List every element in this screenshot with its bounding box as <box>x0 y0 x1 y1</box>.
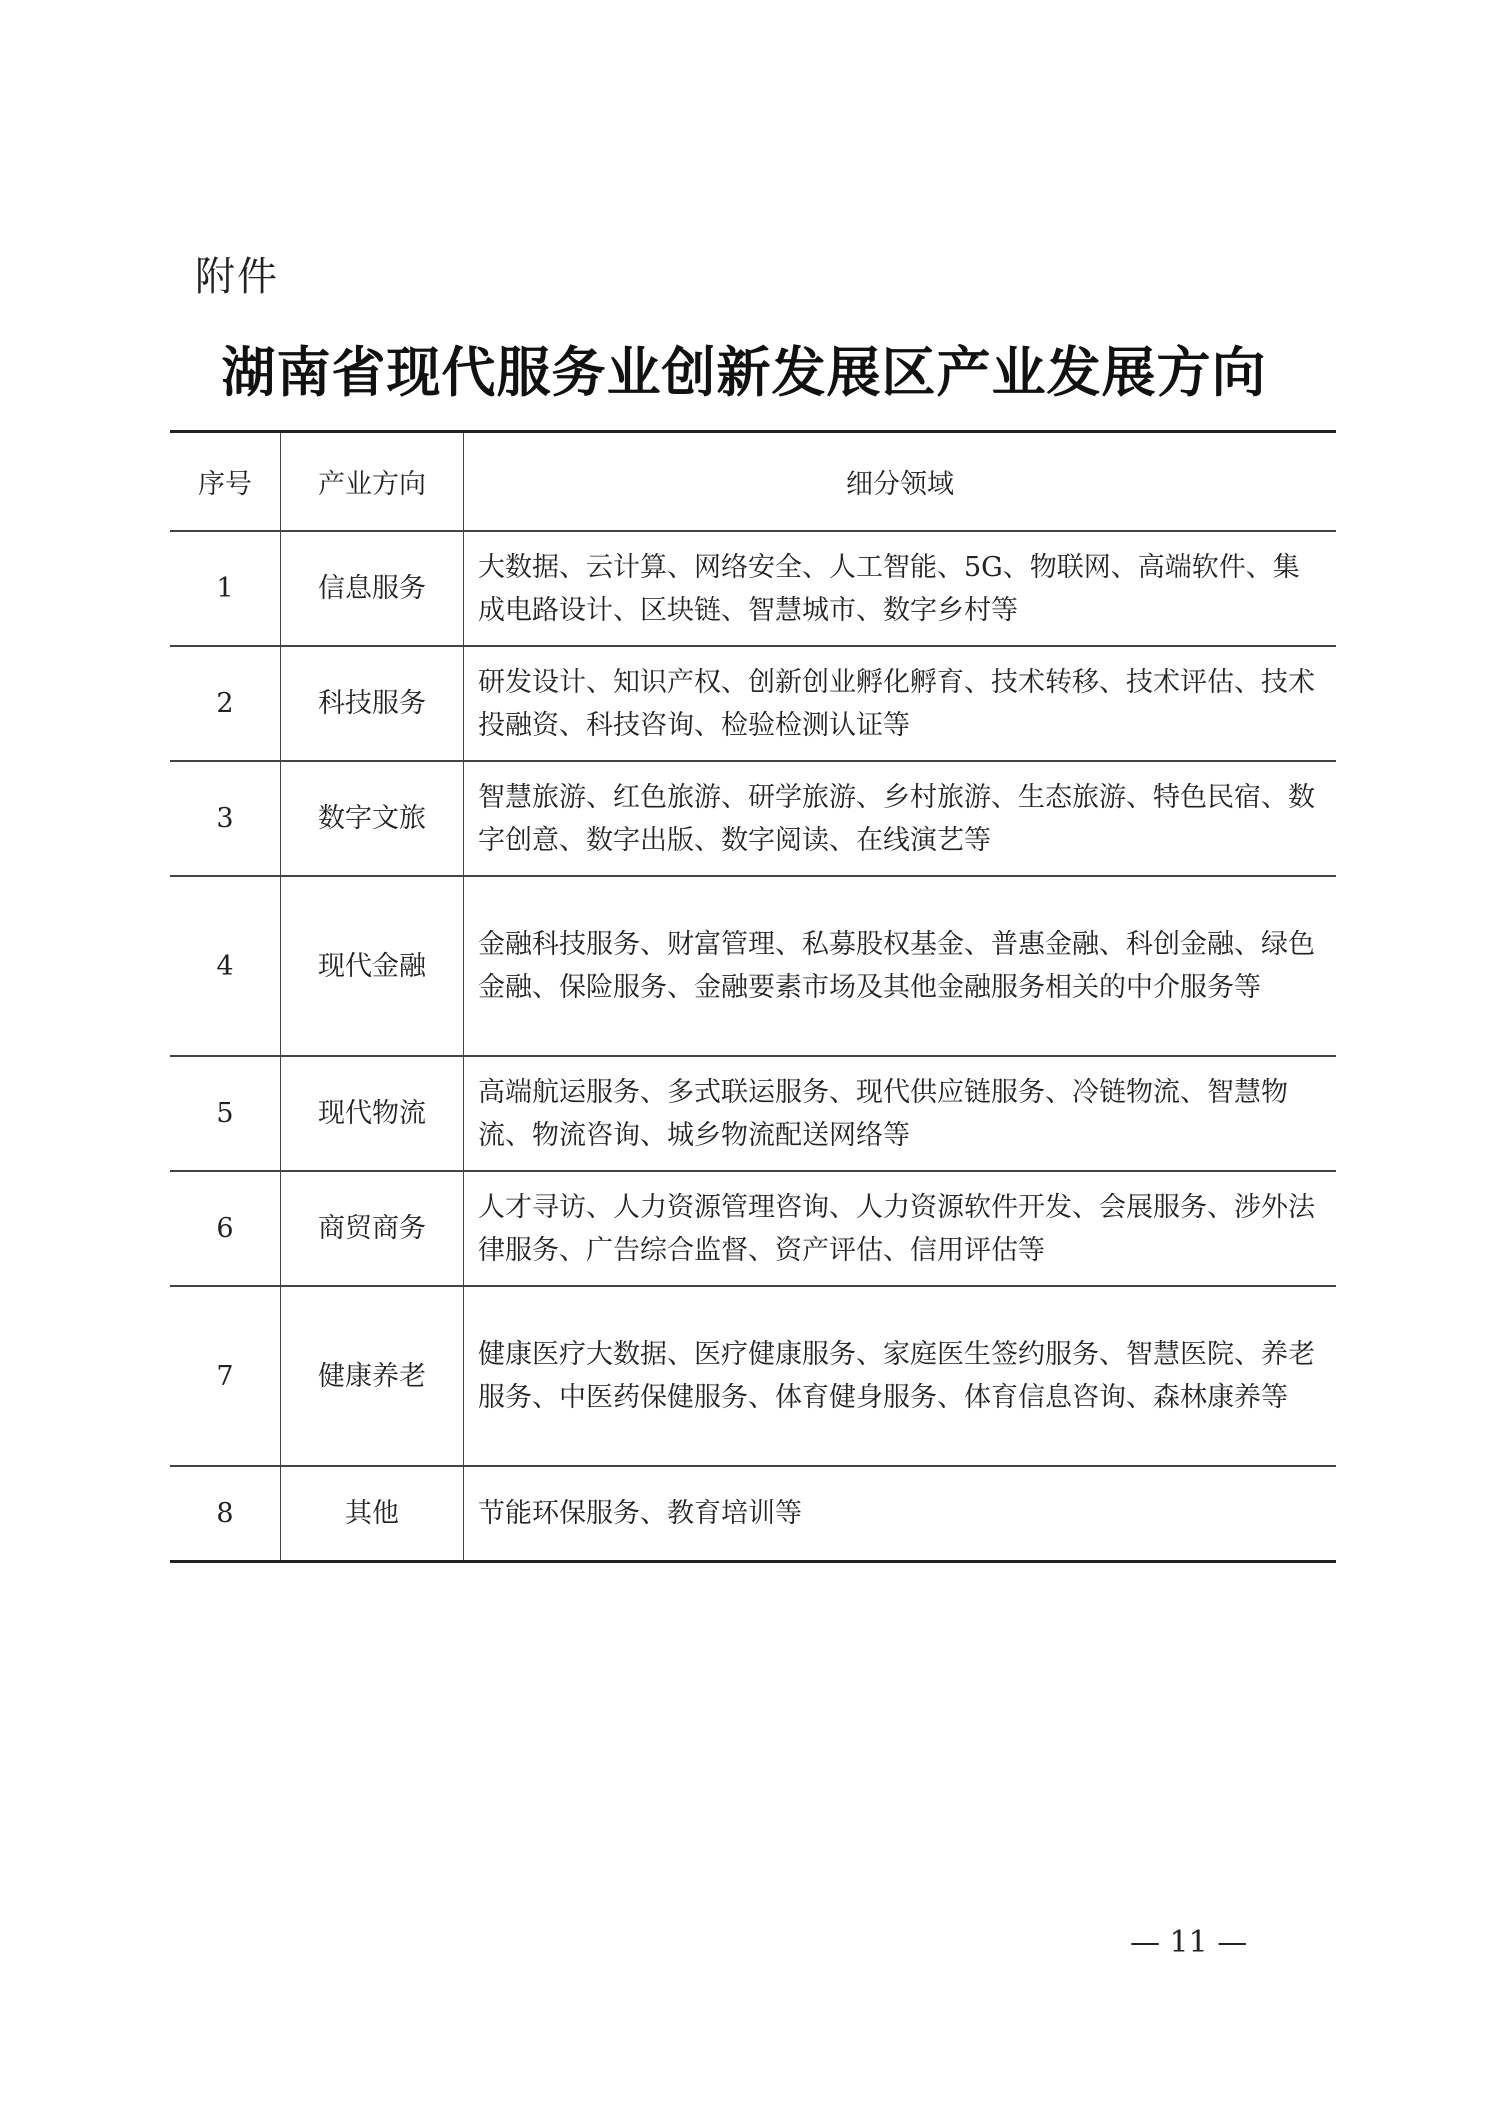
row-seq: 8 <box>170 1466 281 1561</box>
row-fields: 高端航运服务、多式联运服务、现代供应链服务、冷链物流、智慧物流、物流咨询、城乡物流配送网络等 <box>464 1056 1337 1171</box>
row-fields: 节能环保服务、教育培训等 <box>464 1466 1337 1561</box>
row-seq: 6 <box>170 1171 281 1286</box>
table-row <box>170 1056 1336 1171</box>
row-direction: 科技服务 <box>281 646 464 761</box>
table-row <box>170 1466 1336 1561</box>
industry-direction-table <box>170 430 1336 1563</box>
row-fields: 人才寻访、人力资源管理咨询、人力资源软件开发、会展服务、涉外法律服务、广告综合监督、资产评估、信用评估等 <box>464 1171 1337 1286</box>
row-direction: 现代金融 <box>281 876 464 1056</box>
row-fields: 大数据、云计算、网络安全、人工智能、5G、物联网、高端软件、集成电路设计、区块链、智慧城市、数字乡村等 <box>464 531 1337 646</box>
row-direction: 其他 <box>281 1466 464 1561</box>
row-seq: 2 <box>170 646 281 761</box>
table-row <box>170 1171 1336 1286</box>
header-seq: 序号 <box>170 432 281 532</box>
table-row <box>170 761 1336 876</box>
table-row <box>170 646 1336 761</box>
table-row <box>170 531 1336 646</box>
row-fields: 金融科技服务、财富管理、私募股权基金、普惠金融、科创金融、绿色金融、保险服务、金融要素市场及其他金融服务相关的中介服务等 <box>464 876 1337 1056</box>
page-number: — 11 — <box>1130 1925 1248 1960</box>
row-direction: 健康养老 <box>281 1286 464 1466</box>
table-row <box>170 1286 1336 1466</box>
row-fields: 智慧旅游、红色旅游、研学旅游、乡村旅游、生态旅游、特色民宿、数字创意、数字出版、数字阅读、在线演艺等 <box>464 761 1337 876</box>
row-seq: 7 <box>170 1286 281 1466</box>
row-fields: 研发设计、知识产权、创新创业孵化孵育、技术转移、技术评估、技术投融资、科技咨询、检验检测认证等 <box>464 646 1337 761</box>
row-seq: 1 <box>170 531 281 646</box>
row-direction: 商贸商务 <box>281 1171 464 1286</box>
document-title: 湖南省现代服务业创新发展区产业发展方向 <box>221 341 1267 404</box>
table-header-row <box>170 432 1336 532</box>
row-direction: 信息服务 <box>281 531 464 646</box>
row-direction: 数字文旅 <box>281 761 464 876</box>
header-fields: 细分领域 <box>464 432 1337 532</box>
row-seq: 3 <box>170 761 281 876</box>
table-row <box>170 876 1336 1056</box>
row-fields: 健康医疗大数据、医疗健康服务、家庭医生签约服务、智慧医院、养老服务、中医药保健服务、体育健身服务、体育信息咨询、森林康养等 <box>464 1286 1337 1466</box>
attachment-label: 附件 <box>195 254 279 300</box>
row-seq: 4 <box>170 876 281 1056</box>
header-direction: 产业方向 <box>281 432 464 532</box>
row-direction: 现代物流 <box>281 1056 464 1171</box>
row-seq: 5 <box>170 1056 281 1171</box>
industry-table <box>170 430 1330 1563</box>
